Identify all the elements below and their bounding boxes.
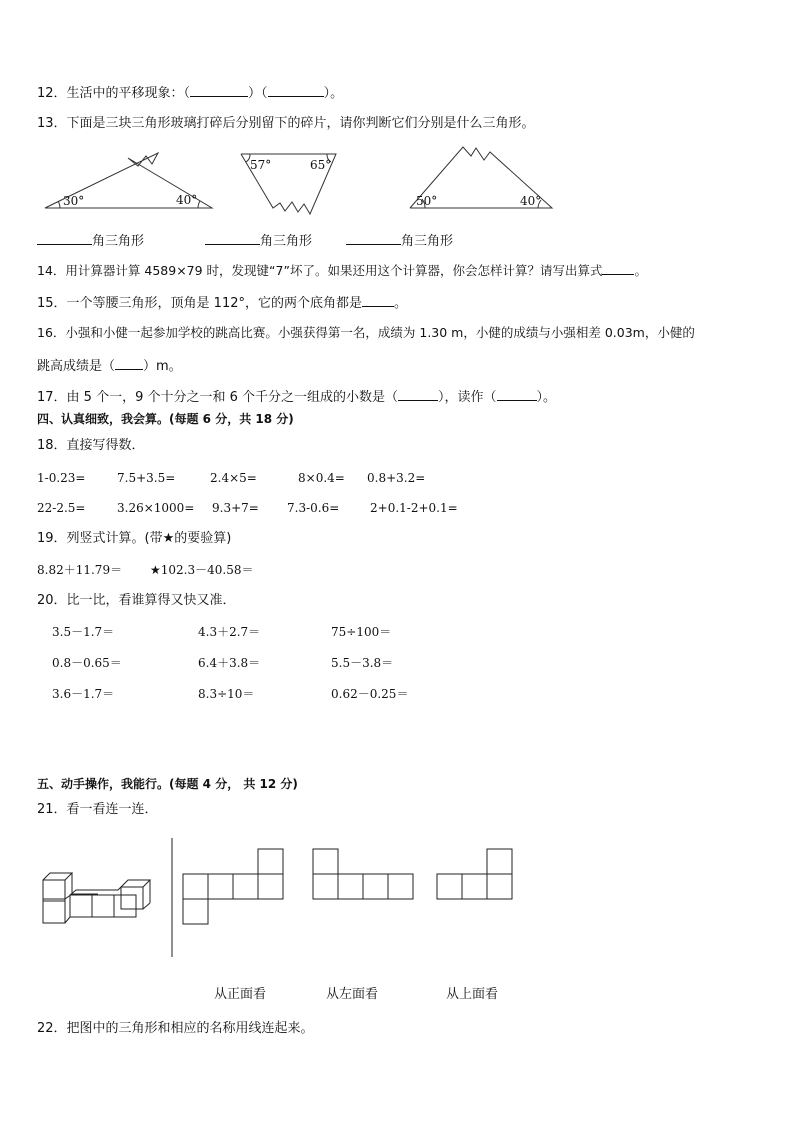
view-figure-1 bbox=[183, 849, 283, 924]
question-16: 16．小强和小健一起参加学校的跳高比赛。小强获得第一名，成绩为 1.30 m，小健的成绩与小强相差 0.03m，小健的 bbox=[37, 325, 695, 340]
angle-label: 57° bbox=[250, 158, 272, 172]
triangle-answer-1 bbox=[37, 230, 144, 249]
answer-blank[interactable] bbox=[497, 386, 537, 401]
calc-item: 75÷100＝ bbox=[331, 625, 392, 639]
calc-item: 8×0.4= bbox=[298, 471, 345, 485]
angle-label: 30° bbox=[63, 194, 85, 208]
question-12-mid: ）（ bbox=[248, 86, 268, 101]
question-17-text: 17．由 5 个一，9 个十分之一和 6 个千分之一组成的小数是（ bbox=[37, 390, 399, 405]
calc-item: 3.5－1.7＝ bbox=[52, 625, 115, 639]
question-19: 19．列竖式计算。(带★的要验算) bbox=[37, 531, 232, 546]
question-16-line2-text: 跳高成绩是（ bbox=[37, 359, 116, 374]
angle-label: 65° bbox=[310, 158, 332, 172]
answer-blank[interactable] bbox=[346, 230, 401, 245]
answer-suffix: 角三角形 bbox=[260, 234, 313, 249]
calc-item: 2+0.1-2+0.1= bbox=[370, 501, 458, 515]
question-15 bbox=[37, 292, 407, 313]
question-22: 22．把图中的三角形和相应的名称用线连起来。 bbox=[37, 1021, 314, 1036]
calc-item: 2.4×5= bbox=[210, 471, 257, 485]
view-label-front: 从正面看 bbox=[214, 987, 267, 1002]
answer-blank[interactable] bbox=[602, 260, 634, 275]
calc-item: 4.3＋2.7＝ bbox=[198, 625, 261, 639]
triangle-fragment-1 bbox=[45, 153, 212, 208]
calc-item: 0.8+3.2= bbox=[367, 471, 426, 485]
question-17 bbox=[37, 386, 556, 407]
calc-item: 3.6－1.7＝ bbox=[52, 687, 115, 701]
question-15-text: 15．一个等腰三角形，顶角是 112°，它的两个底角都是 bbox=[37, 296, 362, 311]
view-figure-3 bbox=[437, 849, 512, 899]
question-14-text: 14．用计算器计算 4589×79 时，发现键“7”坏了。如果还用这个计算器，你会怎样计算？请写出算式 bbox=[37, 263, 603, 278]
angle-label: 40° bbox=[176, 193, 198, 207]
question-17-mid: ），读作（ bbox=[438, 390, 497, 405]
cube-stack-figure bbox=[43, 873, 150, 923]
question-12-text: 12．生活中的平移现象：（ bbox=[37, 86, 191, 101]
question-14-end: 。 bbox=[634, 263, 647, 278]
triangle-answer-3 bbox=[346, 230, 453, 249]
question-15-end: 。 bbox=[394, 296, 408, 311]
question-20: 20．比一比，看谁算得又快又准． bbox=[37, 593, 236, 608]
triangle-answer-2 bbox=[205, 230, 312, 249]
calc-item: 6.4＋3.8＝ bbox=[198, 656, 261, 670]
calc-item: 5.5－3.8＝ bbox=[331, 656, 394, 670]
calc-item: 7.5+3.5= bbox=[117, 471, 176, 485]
answer-blank[interactable] bbox=[398, 386, 438, 401]
question-16-line2 bbox=[37, 355, 182, 376]
section-5-title: 五、动手操作，我能行。(每题 4 分， 共 12 分) bbox=[37, 777, 298, 791]
angle-label: 50° bbox=[416, 194, 438, 208]
triangle-fragment-2 bbox=[241, 154, 336, 214]
answer-blank[interactable] bbox=[115, 355, 143, 370]
calc-item: 3.26×1000= bbox=[117, 501, 195, 515]
answer-blank[interactable] bbox=[362, 292, 394, 307]
question-16-line2-end: ）m。 bbox=[143, 359, 182, 374]
question-12-end: ）。 bbox=[323, 86, 344, 101]
calc-item: 0.62－0.25＝ bbox=[331, 687, 409, 701]
question-13: 13．下面是三块三角形玻璃打碎后分别留下的碎片，请你判断它们分别是什么三角形。 bbox=[37, 116, 535, 131]
calc-item: 22-2.5= bbox=[37, 501, 86, 515]
question-14 bbox=[37, 260, 647, 280]
view-label-top: 从上面看 bbox=[446, 987, 499, 1002]
calc-item: 8.3÷10＝ bbox=[198, 687, 255, 701]
calc-item: 7.3-0.6= bbox=[287, 501, 340, 515]
triangle-fragment-3 bbox=[410, 147, 552, 208]
calc-item: 1-0.23= bbox=[37, 471, 86, 485]
section-4-title: 四、认真细致，我会算。(每题 6 分，共 18 分) bbox=[37, 412, 294, 426]
view-label-left: 从左面看 bbox=[326, 987, 379, 1002]
calc-item: 8.82＋11.79＝ bbox=[37, 563, 123, 577]
calc-item: 0.8－0.65＝ bbox=[52, 656, 122, 670]
view-figure-2 bbox=[313, 849, 413, 899]
answer-blank[interactable] bbox=[205, 230, 260, 245]
answer-blank[interactable] bbox=[37, 230, 92, 245]
answer-suffix: 角三角形 bbox=[92, 234, 145, 249]
angle-label: 40° bbox=[520, 194, 542, 208]
question-17-end: ）。 bbox=[536, 390, 557, 405]
calc-item: 9.3+7= bbox=[212, 501, 259, 515]
question-21: 21．看一看连一连． bbox=[37, 802, 158, 817]
question-18: 18．直接写得数． bbox=[37, 438, 145, 453]
answer-suffix: 角三角形 bbox=[401, 234, 454, 249]
calc-item: ★102.3－40.58＝ bbox=[150, 563, 254, 577]
